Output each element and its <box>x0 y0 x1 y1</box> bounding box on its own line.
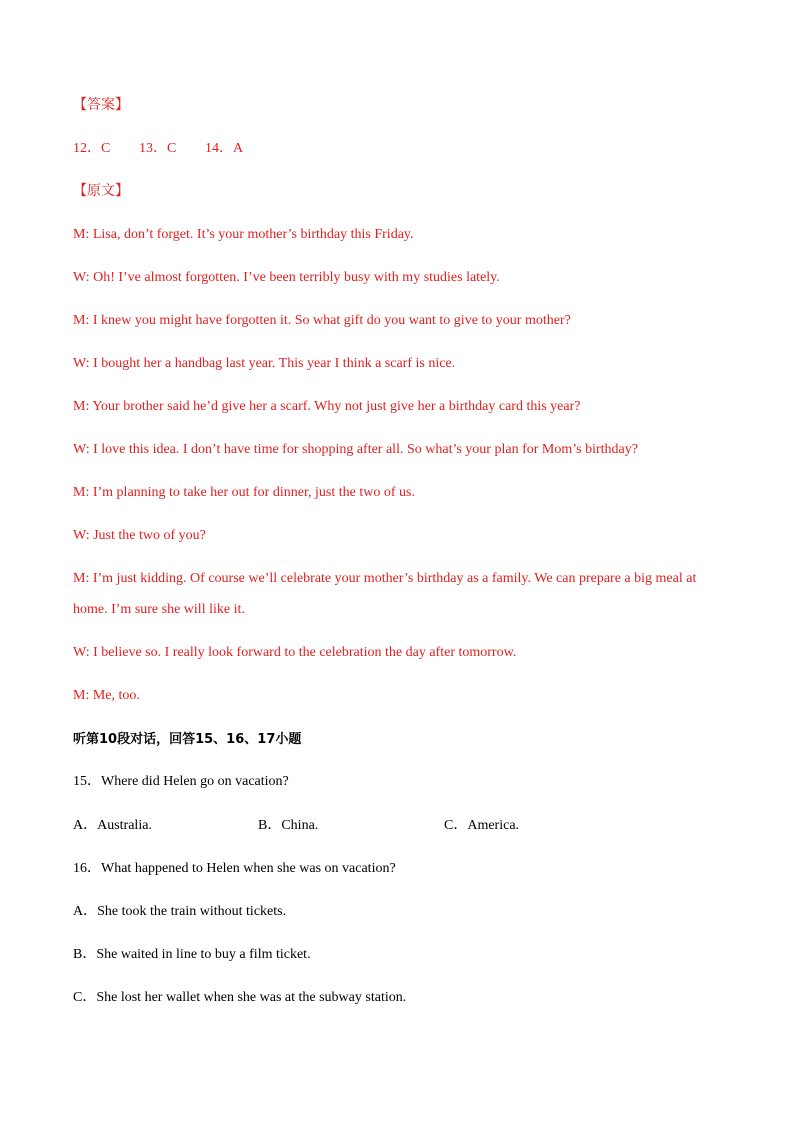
answer-heading: 【答案】 <box>73 98 129 113</box>
answer-12: 12．C <box>73 141 111 156</box>
transcript-line-6: W: I love this idea. I don’t have time for shopping after all. So what’s your plan for Mom’s birthday? <box>73 442 638 457</box>
q16-option-a: A．She took the train without tickets. <box>73 904 287 919</box>
answer-13: 13．C <box>139 141 177 156</box>
transcript-line-10: W: I believe so. I really look forward to the celebration the day after tomorrow. <box>73 645 517 660</box>
transcript-line-4: W: I bought her a handbag last year. This year I think a scarf is nice. <box>73 356 456 371</box>
transcript-heading: 【原文】 <box>73 184 129 199</box>
question-15-options <box>73 817 740 835</box>
question-16: 16．What happened to Helen when she was on vacation? <box>73 861 396 876</box>
section-10-instruction: 听第10段对话，回答15、16、17小题 <box>73 732 302 747</box>
transcript-line-1: M: Lisa, don’t forget. It’s your mother’s birthday this Friday. <box>73 227 414 242</box>
transcript-line-2: W: Oh! I’ve almost forgotten. I’ve been terribly busy with my studies lately. <box>73 270 500 285</box>
q15-option-a: A．Australia. <box>73 818 152 833</box>
transcript-line-5: M: Your brother said he’d give her a scarf. Why not just give her a birthday card this year? <box>73 399 581 414</box>
q15-option-b: B．China. <box>258 818 319 833</box>
transcript-line-7: M: I’m planning to take her out for dinner, just the two of us. <box>73 485 415 500</box>
transcript-line-3: M: I knew you might have forgotten it. So what gift do you want to give to your mother? <box>73 313 571 328</box>
transcript-line-11: M: Me, too. <box>73 688 140 703</box>
q16-option-c: C．She lost her wallet when she was at the subway station. <box>73 990 407 1005</box>
answer-list <box>73 140 740 158</box>
q16-option-b: B．She waited in line to buy a film ticket. <box>73 947 311 962</box>
transcript-line-8: W: Just the two of you? <box>73 528 206 543</box>
answer-14: 14．A <box>205 141 244 156</box>
question-15: 15．Where did Helen go on vacation? <box>73 774 289 789</box>
q15-option-c: C．America. <box>444 818 520 833</box>
transcript-line-9: M: I’m just kidding. Of course we’ll celebrate your mother’s birthday as a family. We can prepare a big meal at home. I’m sure she will like it. <box>73 571 697 617</box>
